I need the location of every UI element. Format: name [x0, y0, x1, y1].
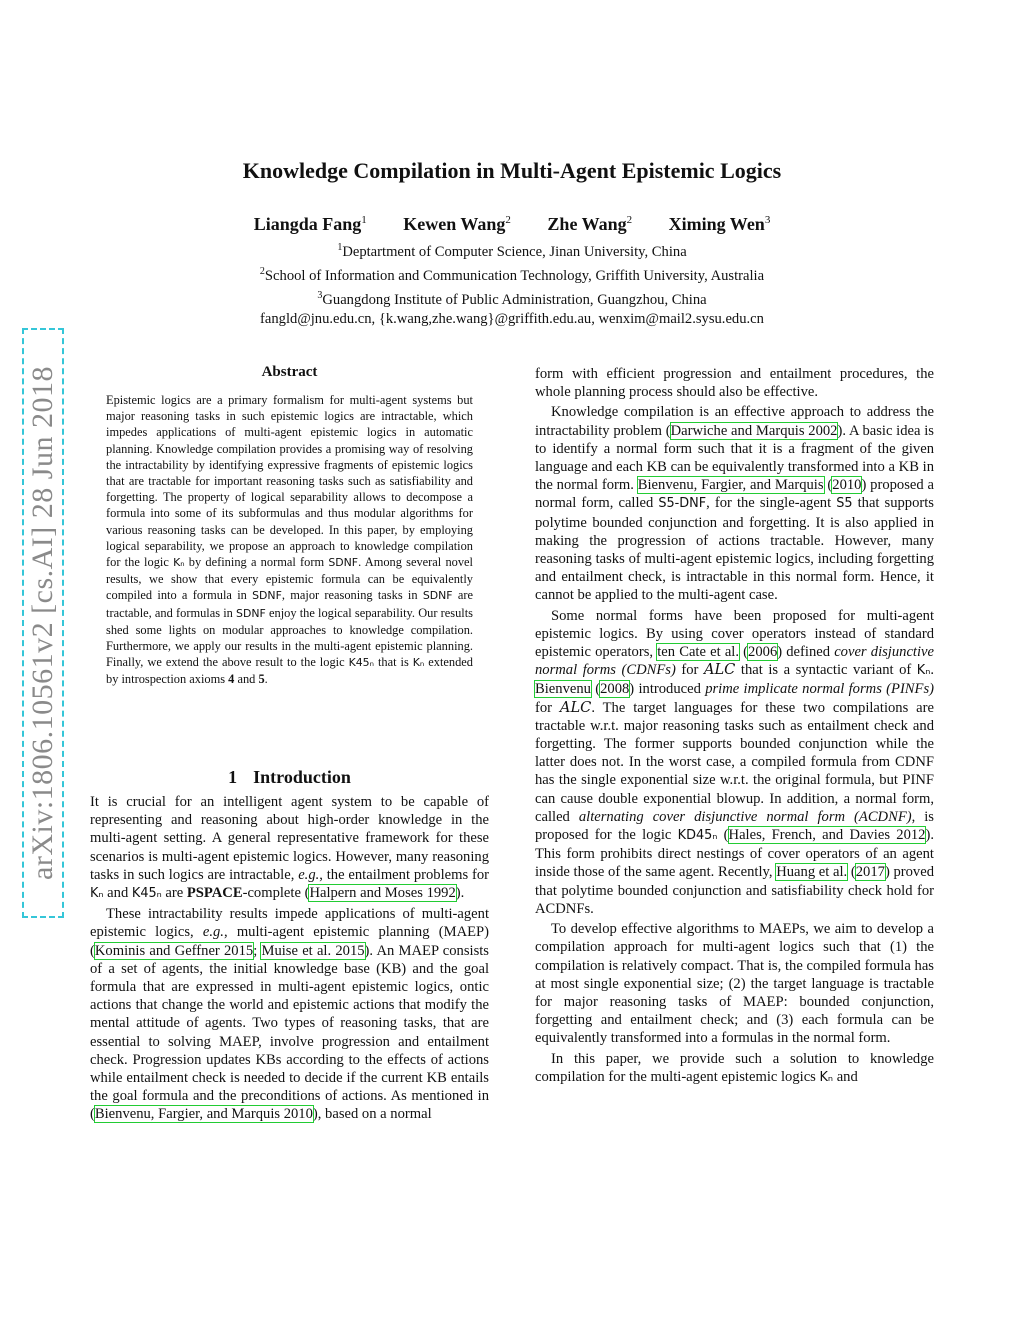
- citation-link[interactable]: Muise et al. 2015: [261, 942, 365, 959]
- citation-link[interactable]: Huang et al.: [776, 864, 848, 881]
- citation-link[interactable]: Bienvenu, Fargier, and Marquis: [637, 477, 824, 494]
- abstract-heading: Abstract: [261, 364, 318, 380]
- citation-link[interactable]: Darwiche and Marquis 2002: [670, 422, 838, 439]
- citation-link[interactable]: Bienvenu: [535, 681, 591, 698]
- affiliation: $^3$Guangdong Institute of Public Administration, Guangzhou, China: [317, 290, 707, 308]
- citation-link[interactable]: Hales, French, and Davies 2012: [728, 827, 926, 844]
- intro-paragraph: These intractability results impede applications of multi-agent epistemic logics, e.g., multi-agent epistemic planning (MAEP) (Kominis and Geffner 2015; Muise et al. 2015). An MAEP consists of a set of agents, the initial knowledge base (KB) and the goal formula that are expressed in multi-agent epistemic logics, ontic actions that change the world and epistemic actions that modify the mental attitude of agents. Two types of reasoning tasks, that are essential to solving MAEP, involve progression and entailment check. Progression updates KBs according to the effects of actions while entailment check is needed to decide if the current KB entails the goal formula and the preconditions of actions. As mentioned in (Bienvenu, Fargier, and Marquis 2010), based on a normal: [90, 906, 490, 1123]
- abstract-text: Epistemic logics are a primary formalism for multi-agent systems but major reasoning tasks in such epistemic logics are intractable, which impedes applications of multi-agent epistemic logics in automatic planning. Knowledge compilation provides a promising way of resolving the intractability by identifying expressive fragments of epistemic logics that are tractable for important reasoning tasks such as satisfiability and forgetting. The property of logical separability allows to decompose a formula into some of its subformulas and thus modular algorithms for various reasoning tasks can be developed. In this paper, by employing logical separability, we propose an approach to knowledge compilation for the logic Kₙ by defining a normal form SDNF. Among several novel results, we show that every epistemic formula can be equivalently compiled into a formula in SDNF, major reasoning tasks in SDNF are tractable, and formulas in SDNF enjoy the logical separability. Our results shed some lights on modular approaches to knowledge compilation. Furthermore, we apply our results in the multi-agent epistemic planning. Finally, we extend the above result to the logic K45ₙ that is Kₙ extended by introspection axioms 4 and 5.: [106, 393, 473, 687]
- affiliation: $^1$Deptartment of Computer Science, Jinan University, China: [337, 242, 687, 260]
- citation-link[interactable]: 2010: [832, 477, 862, 494]
- intro-paragraph: form with efficient progression and entailment procedures, the whole planning process should also be effective.: [535, 366, 934, 401]
- author-emails: fangld@jnu.edu.cn, {k.wang,zhe.wang}@griffith.edu.au, wenxim@mail2.sysu.edu.cn: [260, 311, 764, 328]
- section-heading: 1 Introduction: [228, 767, 351, 787]
- citation-link[interactable]: Halpern and Moses 1992: [309, 885, 456, 902]
- citation-link[interactable]: ten Cate et al.: [657, 644, 740, 661]
- intro-paragraph: It is crucial for an intelligent agent system to be capable of representing and reasoning about high-order knowledge in the multi-agent setting. A general representative framework for these scenarios is multi-agent epistemic logics. However, many reasoning tasks in such logics are intractable, e.g., the entailment problems for Kₙ and K45ₙ are PSPACE-complete (Halpern and Moses 1992).: [90, 794, 489, 902]
- right-column: [535, 365, 934, 1089]
- author-list: [0, 214, 1024, 235]
- author: Kewen Wang$^2$: [403, 214, 511, 234]
- citation-link[interactable]: 2017: [855, 864, 885, 881]
- intro-paragraph: To develop effective algorithms to MAEPs, we aim to develop a compilation approach for multi-agent logics such that (1) the compilation is relatively compact. That is, the compiled formula has at most single exponential size; (2) the target language is tractable for major reasoning tasks of MAEP: bounded conjunction, forgetting and entailment check; and (3) each formula can be equivalently transformed into a formulas in the normal form.: [535, 921, 934, 1047]
- author: Liangda Fang$^1$: [253, 214, 367, 234]
- left-column: [90, 793, 489, 1126]
- author: Ximing Wen$^3$: [668, 214, 771, 234]
- citation-link[interactable]: Kominis and Geffner 2015: [94, 942, 254, 959]
- affiliation: $^2$School of Information and Communication Technology, Griffith University, Australia: [259, 266, 765, 284]
- intro-paragraph: Knowledge compilation is an effective approach to address the intractability problem (Darwiche and Marquis 2002). A basic idea is to identify a normal form such that it is a fragment of the given language and each KB can be equivalently transformed into a KB in the normal form. Bienvenu, Fargier, and Marquis (2010) proposed a normal form, called S5-DNF, for the single-agent S5 that supports polytime bounded conjunction and forgetting. It is also applied in making the progression of actions tractable. However, many reasoning tasks of multi-agent epistemic logics, including forgetting and entailment check, is intractable in this normal form. Hence, it cannot be applied to the multi-agent case.: [535, 404, 934, 604]
- author: Zhe Wang$^2$: [547, 214, 633, 234]
- paper-title: Knowledge Compilation in Multi-Agent Epistemic Logics: [242, 158, 782, 183]
- citation-link[interactable]: 2006: [748, 644, 778, 661]
- citation-link[interactable]: Bienvenu, Fargier, and Marquis 2010: [94, 1106, 313, 1123]
- intro-paragraph: In this paper, we provide such a solution to knowledge compilation for the multi-agent epistemic logics Kₙ and: [535, 1050, 934, 1085]
- intro-paragraph: Some normal forms have been proposed for multi-agent epistemic logics. By using cover operators instead of standard epistemic operators, ten Cate et al. (2006) defined cover disjunctive normal forms (CDNFs) for ALC that is a syntactic variant of Kₙ. Bienvenu (2008) introduced prime implicate normal forms (PINFs) for ALC. The target languages for these two compilations are tractable w.r.t. major reasoning tasks such as entailment check and forgetting. The former supports bounded conjunction while the latter does not. In the worst case, a compiled formula from CDNF has the single exponential size w.r.t. the original formula, but PINF can cause double exponential blowup. In addition, a normal form, called alternating cover disjunctive normal form (ACDNF), is proposed for the logic KD45ₙ (Hales, French, and Davies 2012). This form prohibits direct nestings of cover operators of an agent inside those of the same agent. Recently, Huang et al. (2017) proved that polytime bounded conjunction and satisfiability check hold for ACDNFs.: [535, 607, 935, 917]
- arxiv-identifier[interactable]: arXiv:1806.10561v2 [cs.AI] 28 Jun 2018: [26, 366, 59, 880]
- affiliations: [0, 238, 1024, 329]
- citation-link[interactable]: 2008: [600, 681, 630, 698]
